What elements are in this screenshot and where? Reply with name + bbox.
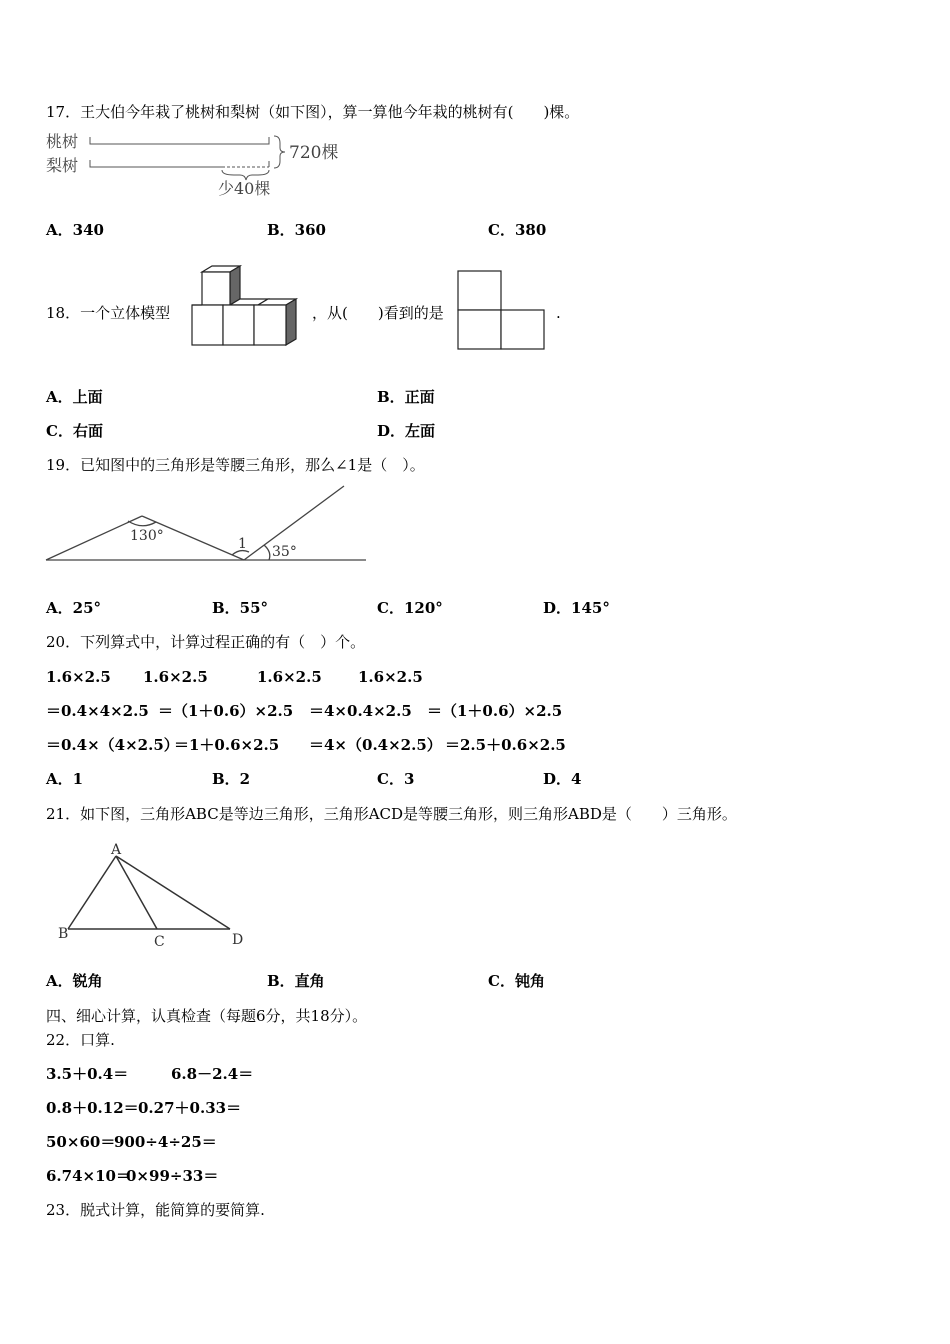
q22-r4-c2: 0×99÷33＝ (126, 1167, 219, 1185)
q20-r1-c1: 1.6×2.5 (46, 668, 111, 686)
q21-label-d: D (232, 932, 244, 948)
q20-r1-c3: 1.6×2.5 (257, 668, 322, 686)
q17-pear-bar (90, 160, 222, 167)
q22-r1-c1: 3.5＋0.4＝ (46, 1065, 129, 1083)
q20-option-d[interactable]: D．4 (543, 770, 582, 788)
q17-option-b[interactable]: B．360 (267, 221, 326, 239)
q20-option-b[interactable]: B．2 (212, 770, 251, 788)
q22-r3-c1: 50×60＝ (46, 1133, 116, 1151)
q20-r3-c1: ＝0.4×（4×2.5） (46, 736, 179, 754)
q17-total: 720棵 (289, 143, 339, 163)
q20-option-a[interactable]: A．1 (46, 770, 84, 788)
q17-option-c[interactable]: C．380 (488, 221, 547, 239)
q19-angle-35: 35° (272, 544, 297, 560)
q21-option-a[interactable]: A．锐角 (46, 972, 103, 990)
q21-option-b[interactable]: B．直角 (267, 972, 325, 990)
q21-label-a: A (111, 842, 122, 858)
q17-label-pear: 梨树 (46, 156, 79, 175)
q17-stem: 17．王大伯今年栽了桃树和梨树（如下图），算一算他今年栽的桃树有( )棵。 (46, 103, 580, 121)
q18-stem-b: ，从( )看到的是 (312, 304, 444, 322)
q21-figure (54, 840, 254, 952)
q20-r1-c2: 1.6×2.5 (143, 668, 208, 686)
q17-right-brace (274, 136, 285, 168)
q23-stem: 23．脱式计算，能简算的要简算. (46, 1201, 265, 1219)
q18-cube-model (188, 262, 300, 348)
q19-option-a[interactable]: A．25° (46, 599, 102, 617)
q20-r2-c4: ＝（1＋0.6）×2.5 (427, 702, 563, 720)
q21-label-c: C (154, 934, 165, 950)
q18-stem-c: . (556, 304, 561, 322)
q19-figure (42, 482, 372, 564)
q20-r3-c4: ＝2.5＋0.6×2.5 (445, 736, 566, 754)
q18-option-d[interactable]: D．左面 (377, 422, 436, 440)
q22-stem: 22．口算. (46, 1031, 115, 1049)
q20-r1-c4: 1.6×2.5 (358, 668, 423, 686)
section-4-heading: 四、细心计算，认真检查（每题6分，共18分）。 (46, 1007, 368, 1025)
q20-r2-c3: ＝4×0.4×2.5 (309, 702, 412, 720)
q19-option-d[interactable]: D．145° (543, 599, 610, 617)
q20-r3-c3: ＝4×（0.4×2.5） (309, 736, 442, 754)
q17-figure (42, 128, 352, 202)
q19-angle-1: 1 (238, 536, 247, 552)
q22-r3-c2: 900÷4÷25＝ (114, 1133, 217, 1151)
q22-r2-c2: 0.27＋0.33＝ (138, 1099, 242, 1117)
q18-option-c[interactable]: C．右面 (46, 422, 103, 440)
q18-stem-a: 18．一个立体模型 (46, 304, 171, 322)
q18-option-b[interactable]: B．正面 (377, 388, 435, 406)
q17-peach-bar (90, 137, 269, 144)
q19-option-c[interactable]: C．120° (377, 599, 443, 617)
q20-r3-c2: ＝1＋0.6×2.5 (174, 736, 280, 754)
q17-less: 少40棵 (218, 179, 271, 198)
q19-stem: 19．已知图中的三角形是等腰三角形，那么∠1是（ ）。 (46, 456, 425, 474)
q21-label-b: B (58, 926, 69, 942)
q21-stem: 21．如下图，三角形ABC是等边三角形，三角形ACD是等腰三角形，则三角形ABD是（ ）三角形。 (46, 805, 737, 823)
q21-option-c[interactable]: C．钝角 (488, 972, 545, 990)
q19-option-b[interactable]: B．55° (212, 599, 269, 617)
q22-r4-c1: 6.74×10＝ (46, 1167, 131, 1185)
q17-label-peach: 桃树 (46, 132, 79, 151)
q20-option-c[interactable]: C．3 (377, 770, 415, 788)
q20-r2-c2: ＝（1＋0.6）×2.5 (158, 702, 294, 720)
q22-r1-c2: 6.8－2.4＝ (171, 1065, 254, 1083)
q20-r2-c1: ＝0.4×4×2.5 (46, 702, 149, 720)
q17-option-a[interactable]: A．340 (46, 221, 104, 239)
q22-r2-c1: 0.8＋0.12＝ (46, 1099, 139, 1117)
q19-angle-130: 130° (130, 528, 164, 544)
q18-view-shape (456, 269, 548, 353)
q18-option-a[interactable]: A．上面 (46, 388, 103, 406)
q20-stem: 20．下列算式中，计算过程正确的有（ ）个。 (46, 633, 366, 651)
